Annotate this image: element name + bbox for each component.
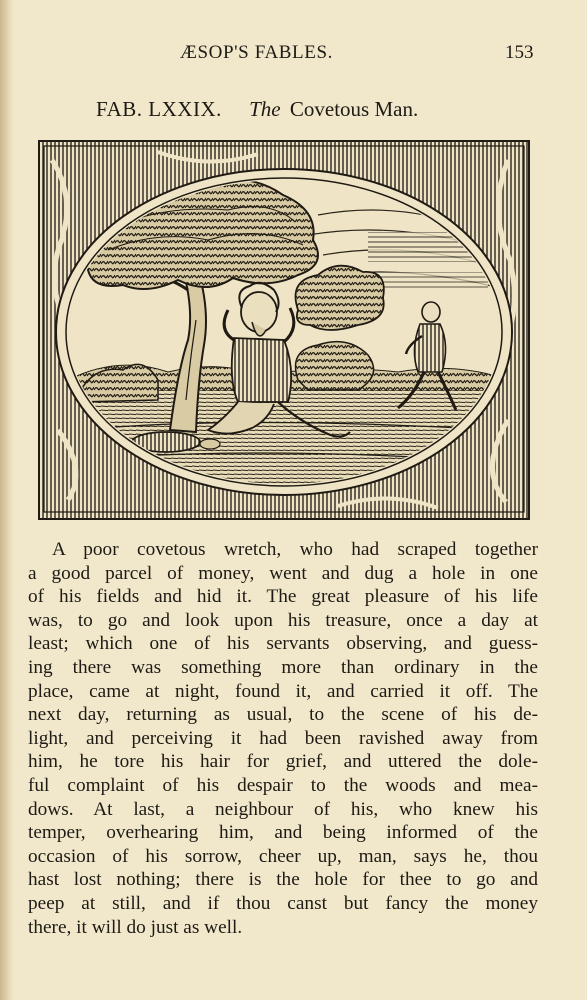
fable-heading — [96, 97, 418, 122]
text-line: a good parcel of money, went and dug a hole in one — [28, 562, 538, 584]
fable-title-article: The — [249, 97, 281, 121]
woodcut-illustration-icon — [38, 140, 530, 520]
text-line: next day, returning as usual, to the scene of his de- — [28, 704, 538, 726]
text-line: least; which one of his servants observing, and guess- — [28, 633, 538, 655]
page-number: 153 — [505, 42, 534, 63]
text-line: dows. At last, a neighbour of his, who knew his — [28, 798, 538, 820]
page-gutter-shadow — [0, 0, 14, 1000]
running-head — [0, 42, 587, 70]
fable-text — [28, 538, 538, 939]
text-line: there, it will do just as well. — [28, 916, 243, 938]
text-line: was, to go and look upon his treasure, once a day at — [28, 609, 538, 631]
text-line: hast lost nothing; there is the hole for thee to go and — [28, 869, 538, 891]
fable-number: FAB. LXXIX. — [96, 97, 222, 121]
running-title: ÆSOP'S FABLES. — [180, 42, 333, 63]
text-line: of his fields and hid it. The great pleasure of his life — [28, 586, 538, 608]
text-line: occasion of his sorrow, cheer up, man, says he, thou — [28, 845, 538, 867]
text-line: place, came at night, found it, and carried it off. The — [28, 680, 538, 702]
text-line: A poor covetous wretch, who had scraped together — [52, 539, 538, 560]
text-line: peep at still, and if thou canst but fancy the money — [28, 892, 538, 914]
text-line: temper, overhearing him, and being informed of the — [28, 822, 538, 844]
text-line: ing there was something more than ordinary in the — [28, 656, 538, 678]
text-line: ful complaint of his despair to the woods and mea- — [28, 774, 538, 796]
fable-title: Covetous Man. — [289, 97, 419, 121]
text-line: light, and perceiving it had been ravished away from — [28, 727, 538, 749]
text-line: him, he tore his hair for grief, and uttered the dole- — [28, 751, 538, 773]
